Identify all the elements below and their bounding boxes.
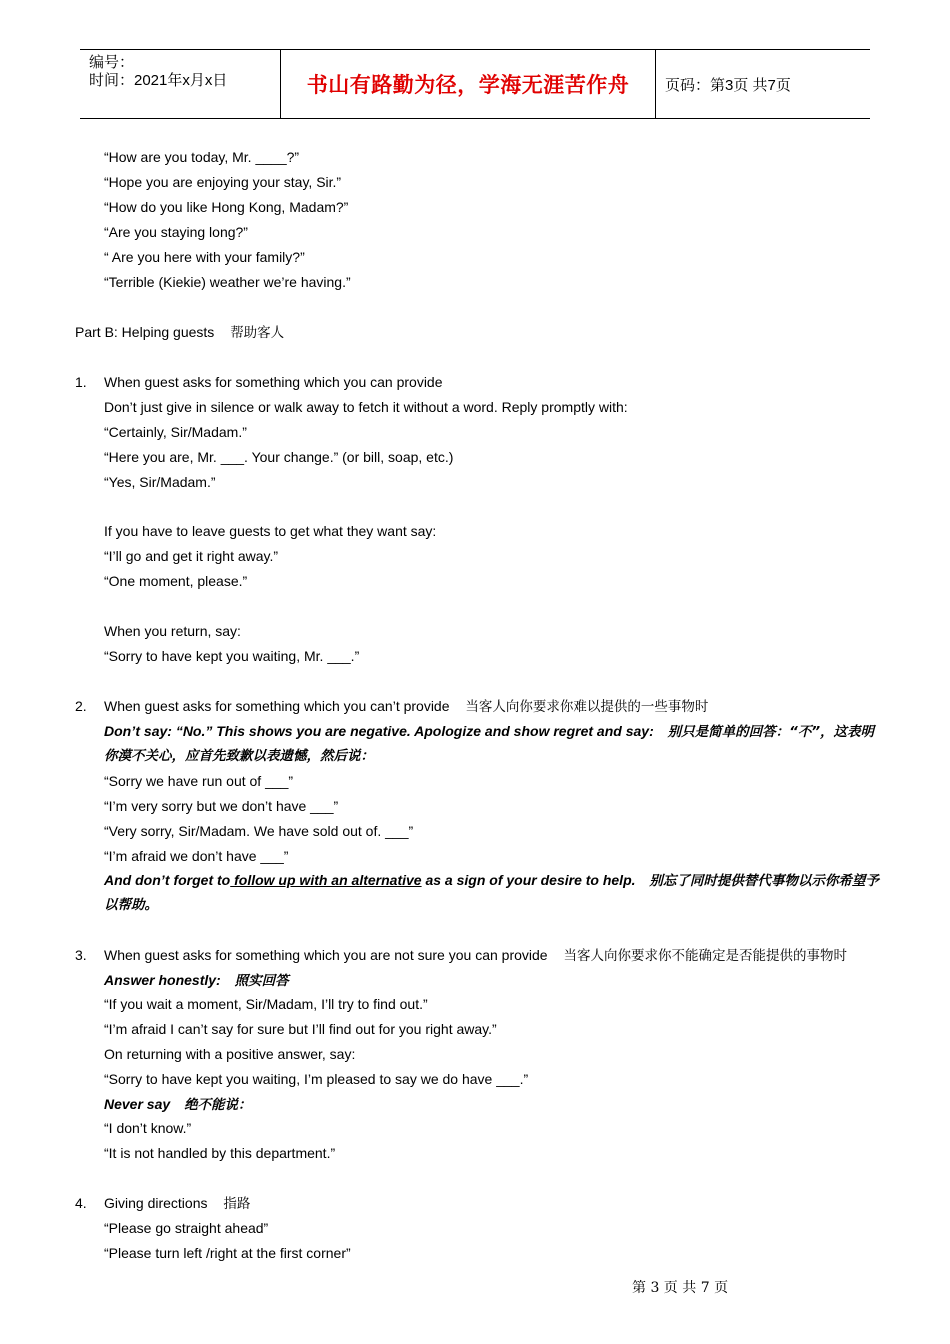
- phrase-line: “Certainly, Sir/Madam.”: [104, 424, 247, 440]
- note-line: [104, 722, 874, 741]
- phrase-line: “I’m afraid we don’t have ___”: [104, 848, 289, 864]
- phrase-line: “I don’t know.”: [104, 1120, 192, 1136]
- answer-label: [104, 971, 289, 990]
- note-cn-cont: 你漠不关心，应首先致歉以表遗憾，然后说：: [104, 748, 374, 764]
- body-line: On returning with a positive answer, say:: [104, 1046, 356, 1062]
- never-label-cn: 绝不能说：: [184, 1097, 252, 1113]
- never-label-en: Never say: [104, 1096, 171, 1112]
- item-heading: [104, 697, 708, 716]
- phrase-line: “I’m very sorry but we don’t have ___”: [104, 798, 339, 814]
- item-heading: [104, 946, 847, 965]
- body-line: When you return, say:: [104, 623, 241, 639]
- phrase-line: “Very sorry, Sir/Madam. We have sold out of. ___”: [104, 823, 414, 839]
- phrase-line: “One moment, please.”: [104, 573, 248, 589]
- greeting-line: “Are you staying long?”: [104, 224, 248, 240]
- section-title: [75, 323, 284, 342]
- date-label: 时间：2021年x月x日: [89, 72, 228, 89]
- item-heading: [104, 1194, 250, 1213]
- part-b-title-cn: 帮助客人: [230, 325, 285, 341]
- item-number: 4.: [75, 1195, 87, 1211]
- alt-note-post: as a sign of your desire to help.: [421, 872, 636, 888]
- item-heading: When guest asks for something which you can provide: [104, 374, 443, 390]
- phrase-line: “Please turn left /right at the first corner”: [104, 1245, 351, 1261]
- alt-note-underlined: follow up with an alternative: [230, 872, 422, 888]
- item-number: 1.: [75, 374, 87, 390]
- phrase-line: “Yes, Sir/Madam.”: [104, 474, 216, 490]
- item-heading-en: When guest asks for something which you are not sure you can provide: [104, 947, 548, 963]
- phrase-line: “Here you are, Mr. ___. Your change.” (or bill, soap, etc.): [104, 449, 454, 465]
- page-footer: 第 3 页 共 7 页: [632, 1280, 729, 1296]
- phrase-line: “Sorry to have kept you waiting, Mr. ___.”: [104, 648, 360, 664]
- note-en: Don’t say: “No.” This shows you are negative. Apologize and show regret and say:: [104, 723, 654, 739]
- answer-label-cn: 照实回答: [234, 973, 289, 989]
- note-cn: 别只是简单的回答：“不”，这表明: [667, 724, 875, 740]
- body-line: If you have to leave guests to get what they want say:: [104, 523, 437, 539]
- greeting-line: “How do you like Hong Kong, Madam?”: [104, 199, 349, 215]
- item-number: 2.: [75, 698, 87, 714]
- body-line: Don’t just give in silence or walk away to fetch it without a word. Reply promptly with:: [104, 399, 628, 415]
- phrase-line: “Sorry to have kept you waiting, I’m pleased to say we do have ___.”: [104, 1071, 529, 1087]
- greeting-line: “Hope you are enjoying your stay, Sir.”: [104, 174, 342, 190]
- phrase-line: “I’m afraid I can’t say for sure but I’ll find out for you right away.”: [104, 1021, 497, 1037]
- answer-label-en: Answer honestly:: [104, 972, 221, 988]
- part-b-title: Part B: Helping guests: [75, 324, 215, 340]
- item-number: 3.: [75, 947, 87, 963]
- page-header: [80, 49, 870, 119]
- alt-note-pre: And don’t forget to: [104, 872, 231, 888]
- alt-note-cn: 别忘了同时提供替代事物以示你希望予: [649, 873, 879, 889]
- phrase-line: “I’ll go and get it right away.”: [104, 548, 279, 564]
- header-motto: 书山有路勤为径，学海无涯苦作舟: [280, 50, 656, 118]
- item-heading-cn: 当客人向你要求你不能确定是否能提供的事物时: [563, 948, 847, 964]
- phrase-line: “It is not handled by this department.”: [104, 1145, 336, 1161]
- phrase-line: “If you wait a moment, Sir/Madam, I’ll try to find out.”: [104, 996, 428, 1012]
- greeting-line: “How are you today, Mr. ____?”: [104, 149, 300, 165]
- alt-note-cn-cont: 以帮助。: [104, 897, 158, 913]
- greeting-line: “ Are you here with your family?”: [104, 249, 305, 265]
- item-heading-en: When guest asks for something which you can’t provide: [104, 698, 450, 714]
- item-heading-en: Giving directions: [104, 1195, 208, 1211]
- never-label: [104, 1095, 252, 1114]
- item-heading-cn: 指路: [223, 1196, 251, 1212]
- header-page-info: 页码：第3页 共7页: [665, 76, 791, 94]
- greeting-line: “Terrible (Kiekie) weather we’re having.”: [104, 274, 351, 290]
- alt-note: [104, 871, 879, 890]
- header-meta: [80, 50, 280, 118]
- phrase-line: “Sorry we have run out of ___”: [104, 773, 294, 789]
- serial-label: 编号：: [89, 54, 135, 71]
- item-heading-cn: 当客人向你要求你难以提供的一些事物时: [465, 699, 709, 715]
- phrase-line: “Please go straight ahead”: [104, 1220, 269, 1236]
